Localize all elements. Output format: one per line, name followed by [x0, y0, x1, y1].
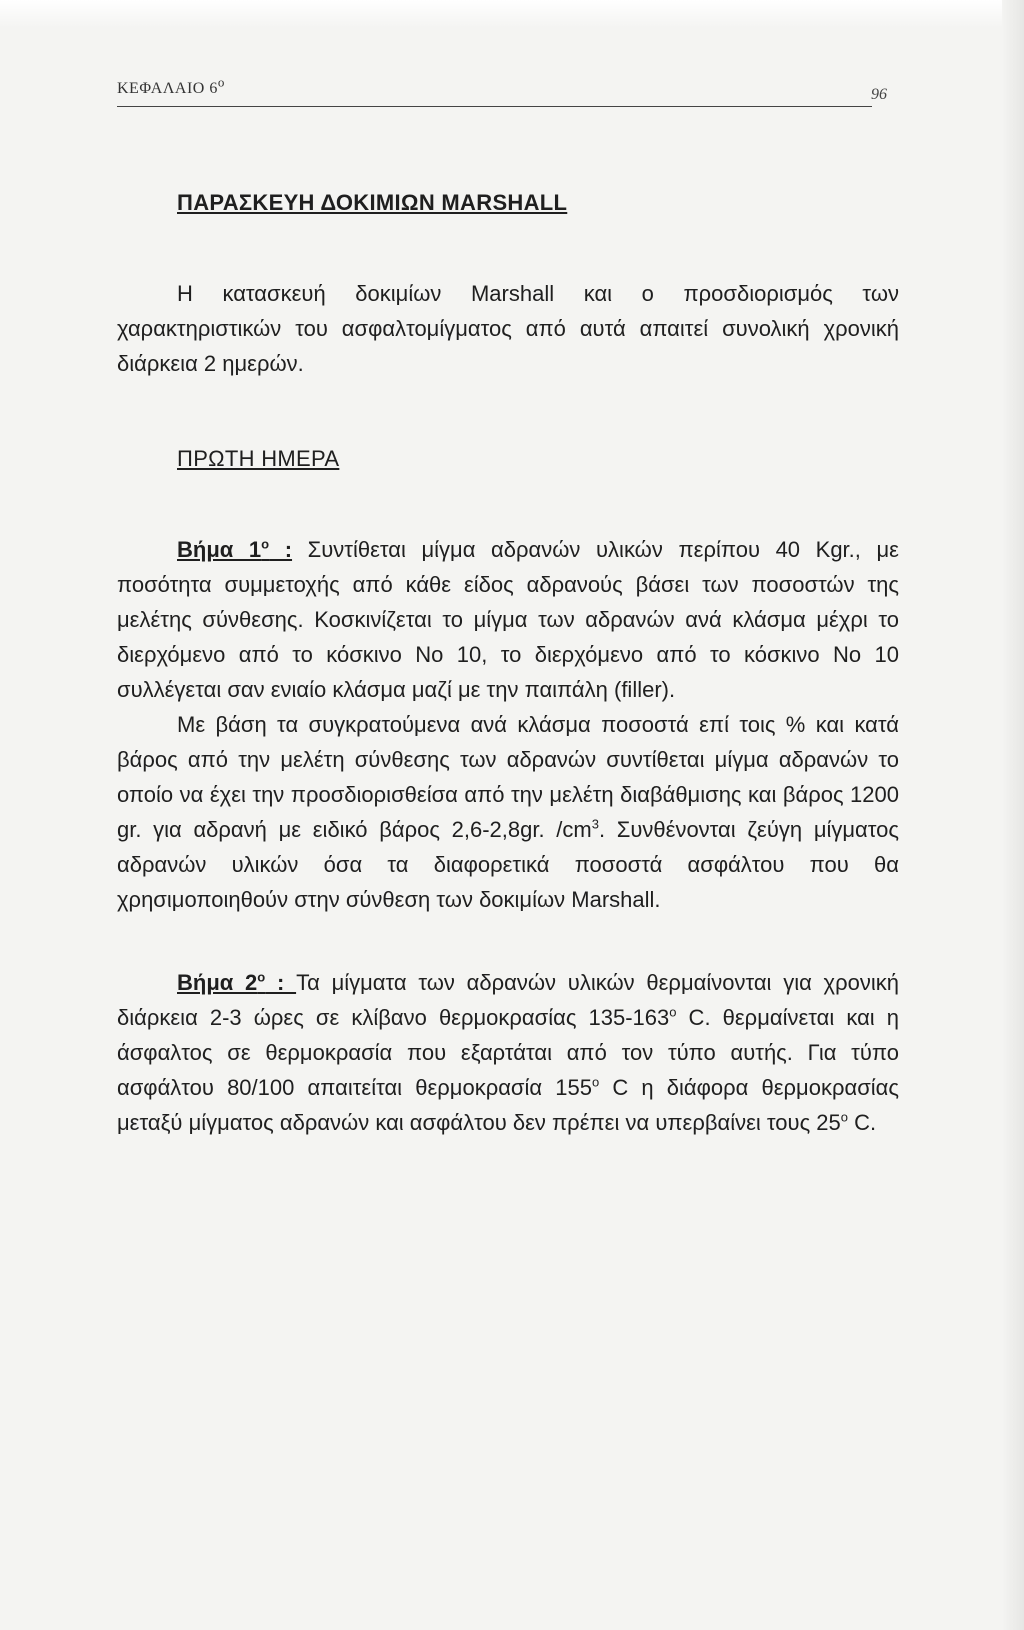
document-body	[117, 185, 899, 1140]
step2-text-c: C η διάφορα θερμοκρασίας μεταξύ μίγματος αδρανών και ασφάλτου δεν πρέπει να υπερβαίνει τους 25	[117, 1075, 899, 1135]
step1-para2-text-b: . Συνθένονται ζεύγη μίγματος αδρανών υλικών όσα τα διαφορετικά ποσοστά ασφάλτου που θα χρησιμοποιηθούν στην σύνθεση των δοκιμίων Marshall.	[117, 817, 899, 912]
paragraph-gap	[117, 917, 899, 965]
scan-edge-top	[0, 0, 1024, 28]
step2-label-text: Βήμα 2	[177, 970, 258, 995]
step1-label	[177, 537, 292, 562]
step2-paragraph	[117, 965, 899, 1140]
step1-paragraph-2	[117, 707, 899, 917]
step1-label-colon: :	[269, 537, 293, 562]
step2-sup-b: ο	[591, 1074, 600, 1090]
running-header	[117, 74, 887, 112]
step2-text-b: C. θερμαίνεται και η άσφαλτος σε θερμοκρασία που εξαρτάται από τον τύπο αυτής. Για τύπο ασφάλτου 80/100 απαιτείται θερμοκρασία 155	[117, 1005, 899, 1100]
scan-edge-right	[1002, 0, 1024, 1630]
step1-label-text: Βήμα 1	[177, 537, 262, 562]
step2-label	[177, 970, 296, 995]
step1-label-sup: ο	[261, 536, 270, 552]
step1-text: Συντίθεται μίγμα αδρανών υλικών περίπου 40 Kgr., με ποσότητα συμμετοχής από κάθε είδος αδρανούς βάσει των ποσοστών της μελέτης σύνθεσης. Κοσκινίζεται το μίγμα των αδρανών ανά κλάσμα μέχρι το διερχόμενο από το κόσκινο No 10, το διερχόμενο από το κόσκινο No 10 συλλέγεται σαν ενιαίο κλάσμα μαζί με την παιπάλη (filler).	[117, 537, 899, 702]
step1-para2-sup: 3	[591, 816, 599, 832]
step2-label-colon: :	[265, 970, 297, 995]
step2-label-sup: ο	[257, 969, 266, 985]
chapter-sup: ο	[217, 74, 225, 90]
chapter-label	[117, 74, 225, 98]
document-title: ΠΑΡΑΣΚΕΥΗ ΔΟΚΙΜΙΩΝ MARSHALL	[177, 190, 568, 215]
step1-para2-text-a: Με βάση τα συγκρατούμενα ανά κλάσμα ποσοστά επί τοις % και κατά βάρος από την μελέτη σύνθεσης των αδρανών συντίθεται μίγμα αδρανών το οποίο να έχει την προσδιορισθείσα από την μελέτη διαβάθμισης και βάρος 1200 gr. για αδρανή με ειδικό βάρος 2,6-2,8gr. /cm	[117, 712, 899, 842]
header-rule	[117, 106, 872, 107]
step2-text-a: Τα μίγματα των αδρανών υλικών θερμαίνονται για χρονική διάρκεια 2-3 ώρες σε κλίβανο θερμοκρασίας 135-163	[117, 970, 899, 1030]
step1-paragraph	[117, 532, 899, 707]
step2-text-d: C.	[848, 1110, 877, 1135]
chapter-text: ΚΕΦΑΛΑΙΟ 6	[117, 80, 218, 97]
page-number: 96	[871, 86, 887, 103]
step2-sup-a: ο	[669, 1004, 677, 1020]
day-heading: ΠΡΩΤΗ ΗΜΕΡΑ	[177, 446, 340, 471]
step2-sup-c: ο	[840, 1109, 848, 1125]
intro-paragraph: Η κατασκευή δοκιμίων Marshall και ο προσδιορισμός των χαρακτηριστικών του ασφαλτομίγματος από αυτά απαιτεί συνολική χρονική διάρκεια 2 ημερών.	[117, 281, 899, 376]
